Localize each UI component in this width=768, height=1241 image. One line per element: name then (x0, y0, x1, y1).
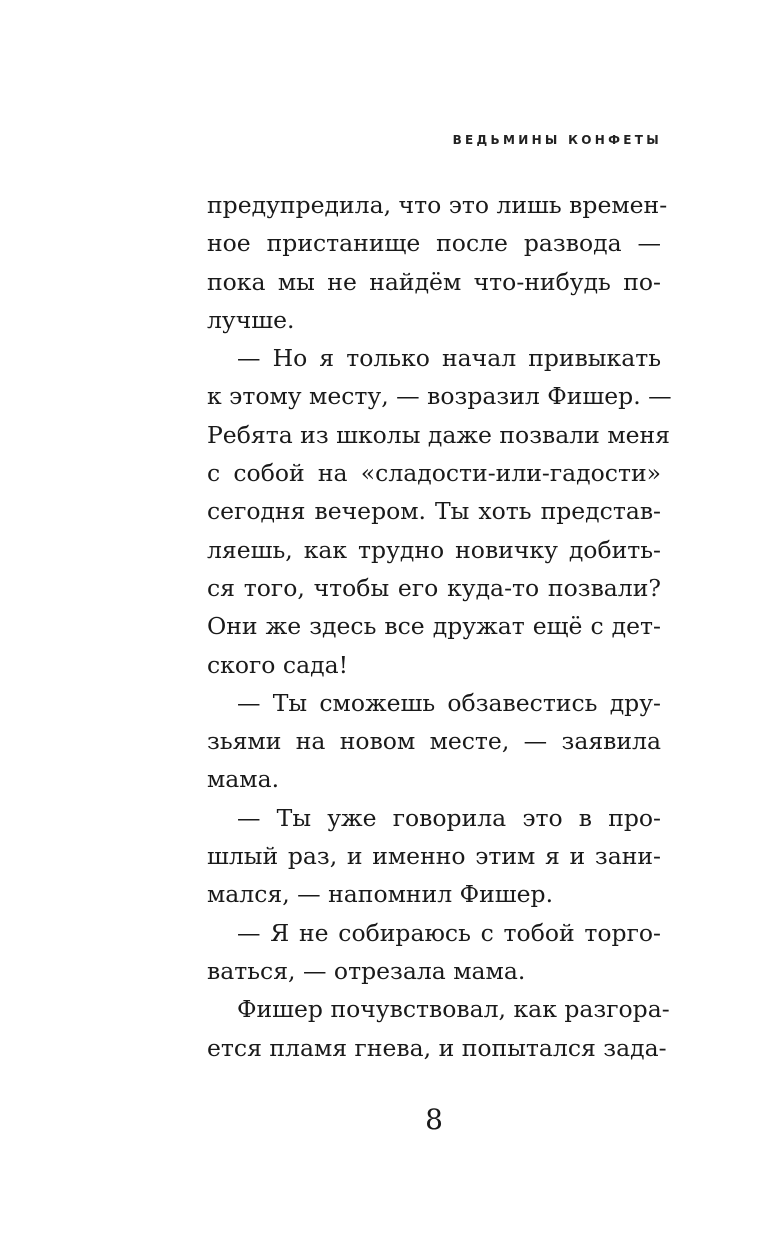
text-line: — Я не собираюсь с тобой торго- (237, 918, 661, 947)
text-line: ное пристанище после развода — (207, 229, 661, 258)
text-line: Они же здесь все дружат ещё с дет- (207, 612, 661, 641)
text-line: ся того, чтобы его куда-то позвали? (207, 573, 661, 602)
text-line: пока мы не найдём что-нибудь по- (207, 267, 661, 296)
text-line: Ребята из школы даже позвали меня (207, 420, 670, 449)
text-line: шлый раз, и именно этим я и зани- (207, 842, 661, 871)
text-line: ваться, — отрезала мама. (207, 956, 526, 985)
text-line: — Ты сможешь обзавестись дру- (237, 688, 661, 717)
text-line: зьями на новом месте, — заявила (207, 727, 661, 756)
text-line: — Ты уже говорила это в про- (237, 803, 661, 832)
text-line: ется пламя гнева, и попытался зада- (207, 1033, 667, 1062)
text-line: Фишер почувствовал, как разгора- (237, 995, 670, 1024)
text-line: — Но я только начал привыкать (237, 344, 661, 373)
text-line: к этому месту, — возразил Фишер. — (207, 382, 672, 411)
text-line: сегодня вечером. Ты хоть представ- (207, 497, 661, 526)
text-line: лучше. (207, 305, 295, 334)
text-line: ского сада! (207, 650, 349, 679)
text-line: с собой на «сладости-или-гадости» (207, 459, 661, 488)
page-number: 8 (425, 1103, 443, 1136)
running-head-title: ВЕДЬМИНЫ КОНФЕТЫ (452, 133, 662, 147)
text-line: мама. (207, 765, 280, 794)
text-line: ляешь, как трудно новичку добить- (207, 535, 661, 564)
body-text (207, 186, 672, 1067)
text-line: предупредила, что это лишь времен- (207, 191, 668, 219)
text-line: мался, — напомнил Фишер. (207, 880, 554, 909)
